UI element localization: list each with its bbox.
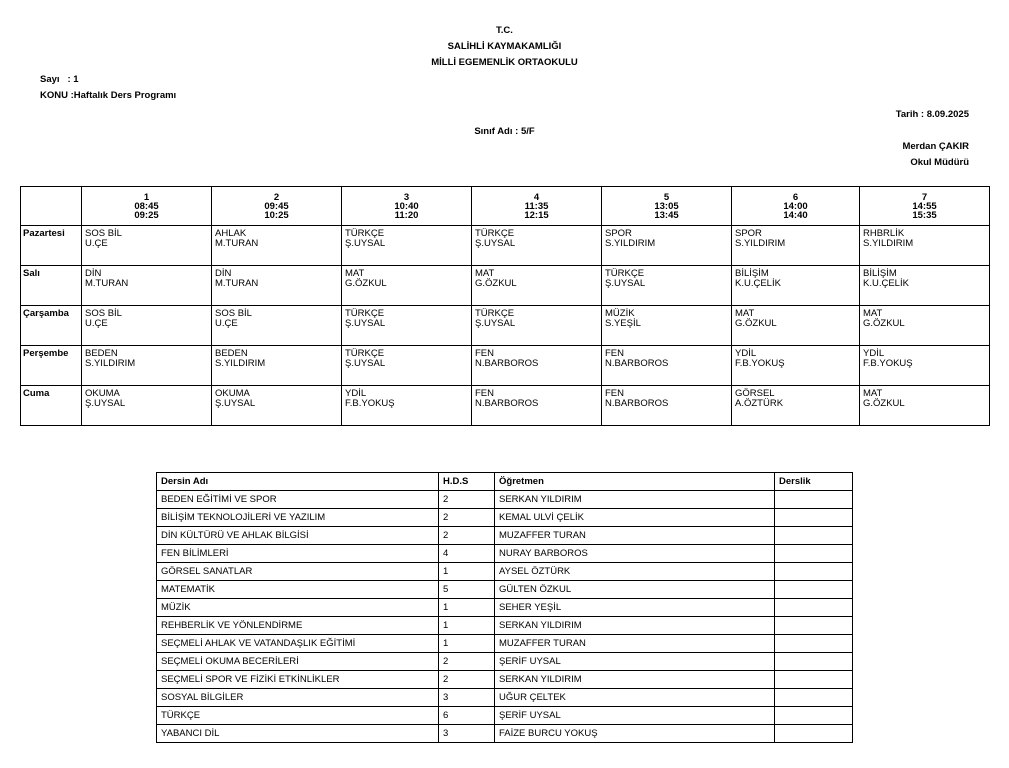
lesson-name: MATEMATİK [157, 581, 439, 599]
day-label: Perşembe [21, 346, 82, 386]
lesson-name: SEÇMELİ AHLAK VE VATANDAŞLIK EĞİTİMİ [157, 635, 439, 653]
schedule-row-sali [21, 266, 990, 306]
table-row [157, 491, 853, 509]
schedule-row-cuma [21, 386, 990, 426]
table-row [157, 671, 853, 689]
lesson-cell: AHLAK M.TURAN [212, 226, 342, 266]
weekly-hours: 2 [439, 653, 495, 671]
header-tc: T.C. [496, 25, 513, 36]
classroom [775, 707, 853, 725]
weekly-hours: 6 [439, 707, 495, 725]
schedule-row-carsamba [21, 306, 990, 346]
classroom [775, 509, 853, 527]
principal-title: Okul Müdürü [910, 157, 969, 168]
lesson-cell: TÜRKÇE Ş.UYSAL [342, 226, 472, 266]
lesson-name: FEN BİLİMLERİ [157, 545, 439, 563]
lesson-name: SEÇMELİ OKUMA BECERİLERİ [157, 653, 439, 671]
period-header: 5 13:05 13:45 [602, 187, 732, 226]
lesson-cell: DİN M.TURAN [82, 266, 212, 306]
lesson-cell: MAT G.ÖZKUL [860, 386, 990, 426]
lesson-cell: SOS BİL U.ÇE [82, 306, 212, 346]
table-row [157, 563, 853, 581]
lesson-cell: MAT G.ÖZKUL [860, 306, 990, 346]
lesson-cell: TÜRKÇE Ş.UYSAL [342, 346, 472, 386]
table-row [157, 581, 853, 599]
teacher-name: FAİZE BURCU YOKUŞ [495, 725, 775, 743]
col-header-lesson: Dersin Adı [157, 473, 439, 491]
day-label: Pazartesi [21, 226, 82, 266]
schedule-row-pazartesi [21, 226, 990, 266]
lessons-teachers-table [156, 472, 853, 743]
table-row [157, 527, 853, 545]
classroom [775, 581, 853, 599]
table-row [157, 509, 853, 527]
principal-name: Merdan ÇAKIR [902, 141, 969, 152]
table-row [157, 635, 853, 653]
teacher-name: SEHER YEŞİL [495, 599, 775, 617]
lesson-cell: DİN M.TURAN [212, 266, 342, 306]
teacher-name: MUZAFFER TURAN [495, 635, 775, 653]
teacher-name: NURAY BARBOROS [495, 545, 775, 563]
weekly-hours: 5 [439, 581, 495, 599]
lesson-cell: FEN N.BARBOROS [602, 346, 732, 386]
lesson-cell: FEN N.BARBOROS [472, 386, 602, 426]
weekly-schedule-table [20, 186, 990, 426]
period-header: 4 11:35 12:15 [472, 187, 602, 226]
classroom [775, 545, 853, 563]
lesson-cell: YDİL F.B.YOKUŞ [860, 346, 990, 386]
period-header: 1 08:45 09:25 [82, 187, 212, 226]
lesson-name: SOSYAL BİLGİLER [157, 689, 439, 707]
lessons-header-row [157, 473, 853, 491]
classroom [775, 635, 853, 653]
weekly-hours: 3 [439, 689, 495, 707]
schedule-header-row [21, 187, 990, 226]
period-header: 6 14:00 14:40 [732, 187, 860, 226]
weekly-hours: 3 [439, 725, 495, 743]
classroom [775, 491, 853, 509]
document-subject: KONU :Haftalık Ders Programı [40, 90, 177, 101]
lesson-name: BİLİŞİM TEKNOLOJİLERİ VE YAZILIM [157, 509, 439, 527]
document-date: Tarih : 8.09.2025 [895, 109, 969, 120]
lesson-cell: RHBRLİK S.YILDIRIM [860, 226, 990, 266]
teacher-name: AYSEL ÖZTÜRK [495, 563, 775, 581]
lesson-cell: TÜRKÇE Ş.UYSAL [342, 306, 472, 346]
table-row [157, 707, 853, 725]
lesson-cell: MAT G.ÖZKUL [342, 266, 472, 306]
table-row [157, 617, 853, 635]
teacher-name: ŞERİF UYSAL [495, 653, 775, 671]
table-row [157, 689, 853, 707]
lesson-name: BEDEN EĞİTİMİ VE SPOR [157, 491, 439, 509]
weekly-hours: 2 [439, 671, 495, 689]
lesson-name: MÜZİK [157, 599, 439, 617]
lesson-cell: TÜRKÇE Ş.UYSAL [472, 226, 602, 266]
col-header-classroom: Derslik [775, 473, 853, 491]
col-header-hours: H.D.S [439, 473, 495, 491]
period-header: 3 10:40 11:20 [342, 187, 472, 226]
lesson-cell: FEN N.BARBOROS [472, 346, 602, 386]
lesson-cell: SOS BİL U.ÇE [212, 306, 342, 346]
classroom [775, 599, 853, 617]
header-school-name: MİLLİ EGEMENLİK ORTAOKULU [431, 57, 578, 68]
lesson-cell: BİLİŞİM K.U.ÇELİK [860, 266, 990, 306]
lesson-cell: GÖRSEL A.ÖZTÜRK [732, 386, 860, 426]
document-number: Sayı : 1 [40, 74, 79, 85]
classroom [775, 563, 853, 581]
teacher-name: SERKAN YILDIRIM [495, 617, 775, 635]
teacher-name: MUZAFFER TURAN [495, 527, 775, 545]
classroom [775, 689, 853, 707]
day-label: Salı [21, 266, 82, 306]
lesson-name: GÖRSEL SANATLAR [157, 563, 439, 581]
teacher-name: KEMAL ULVİ ÇELİK [495, 509, 775, 527]
table-row [157, 725, 853, 743]
period-header: 2 09:45 10:25 [212, 187, 342, 226]
lesson-cell: MAT G.ÖZKUL [472, 266, 602, 306]
lesson-cell: SPOR S.YILDIRIM [732, 226, 860, 266]
lesson-cell: SPOR S.YILDIRIM [602, 226, 732, 266]
lesson-cell: OKUMA Ş.UYSAL [82, 386, 212, 426]
day-label: Çarşamba [21, 306, 82, 346]
table-row [157, 545, 853, 563]
lesson-cell: MÜZİK S.YEŞİL [602, 306, 732, 346]
lesson-cell: FEN N.BARBOROS [602, 386, 732, 426]
weekly-hours: 1 [439, 599, 495, 617]
classroom [775, 653, 853, 671]
lesson-cell: SOS BİL U.ÇE [82, 226, 212, 266]
lesson-cell: BEDEN S.YILDIRIM [82, 346, 212, 386]
table-row [157, 599, 853, 617]
lesson-cell: MAT G.ÖZKUL [732, 306, 860, 346]
lesson-name: DİN KÜLTÜRÜ VE AHLAK BİLGİSİ [157, 527, 439, 545]
teacher-name: GÜLTEN ÖZKUL [495, 581, 775, 599]
lesson-cell: BİLİŞİM K.U.ÇELİK [732, 266, 860, 306]
weekly-hours: 1 [439, 617, 495, 635]
schedule-row-persembe [21, 346, 990, 386]
weekly-hours: 1 [439, 563, 495, 581]
schedule-corner-cell [21, 187, 82, 226]
lesson-cell: TÜRKÇE Ş.UYSAL [602, 266, 732, 306]
teacher-name: SERKAN YILDIRIM [495, 491, 775, 509]
teacher-name: UĞUR ÇELTEK [495, 689, 775, 707]
lesson-cell: BEDEN S.YILDIRIM [212, 346, 342, 386]
lesson-name: TÜRKÇE [157, 707, 439, 725]
weekly-hours: 2 [439, 491, 495, 509]
lesson-name: REHBERLİK VE YÖNLENDİRME [157, 617, 439, 635]
period-header: 7 14:55 15:35 [860, 187, 990, 226]
weekly-hours: 2 [439, 527, 495, 545]
header-kaymakamlik: SALİHLİ KAYMAKAMLIĞI [447, 41, 562, 52]
day-label: Cuma [21, 386, 82, 426]
weekly-hours: 2 [439, 509, 495, 527]
classroom [775, 527, 853, 545]
lesson-cell: TÜRKÇE Ş.UYSAL [472, 306, 602, 346]
teacher-name: ŞERİF UYSAL [495, 707, 775, 725]
weekly-hours: 1 [439, 635, 495, 653]
classroom [775, 725, 853, 743]
class-name: Sınıf Adı : 5/F [474, 126, 535, 137]
teacher-name: SERKAN YILDIRIM [495, 671, 775, 689]
lesson-name: SEÇMELİ SPOR VE FİZİKİ ETKİNLİKLER [157, 671, 439, 689]
lesson-name: YABANCI DİL [157, 725, 439, 743]
classroom [775, 671, 853, 689]
lesson-cell: YDİL F.B.YOKUŞ [342, 386, 472, 426]
classroom [775, 617, 853, 635]
lesson-cell: YDİL F.B.YOKUŞ [732, 346, 860, 386]
col-header-teacher: Öğretmen [495, 473, 775, 491]
table-row [157, 653, 853, 671]
weekly-hours: 4 [439, 545, 495, 563]
lesson-cell: OKUMA Ş.UYSAL [212, 386, 342, 426]
